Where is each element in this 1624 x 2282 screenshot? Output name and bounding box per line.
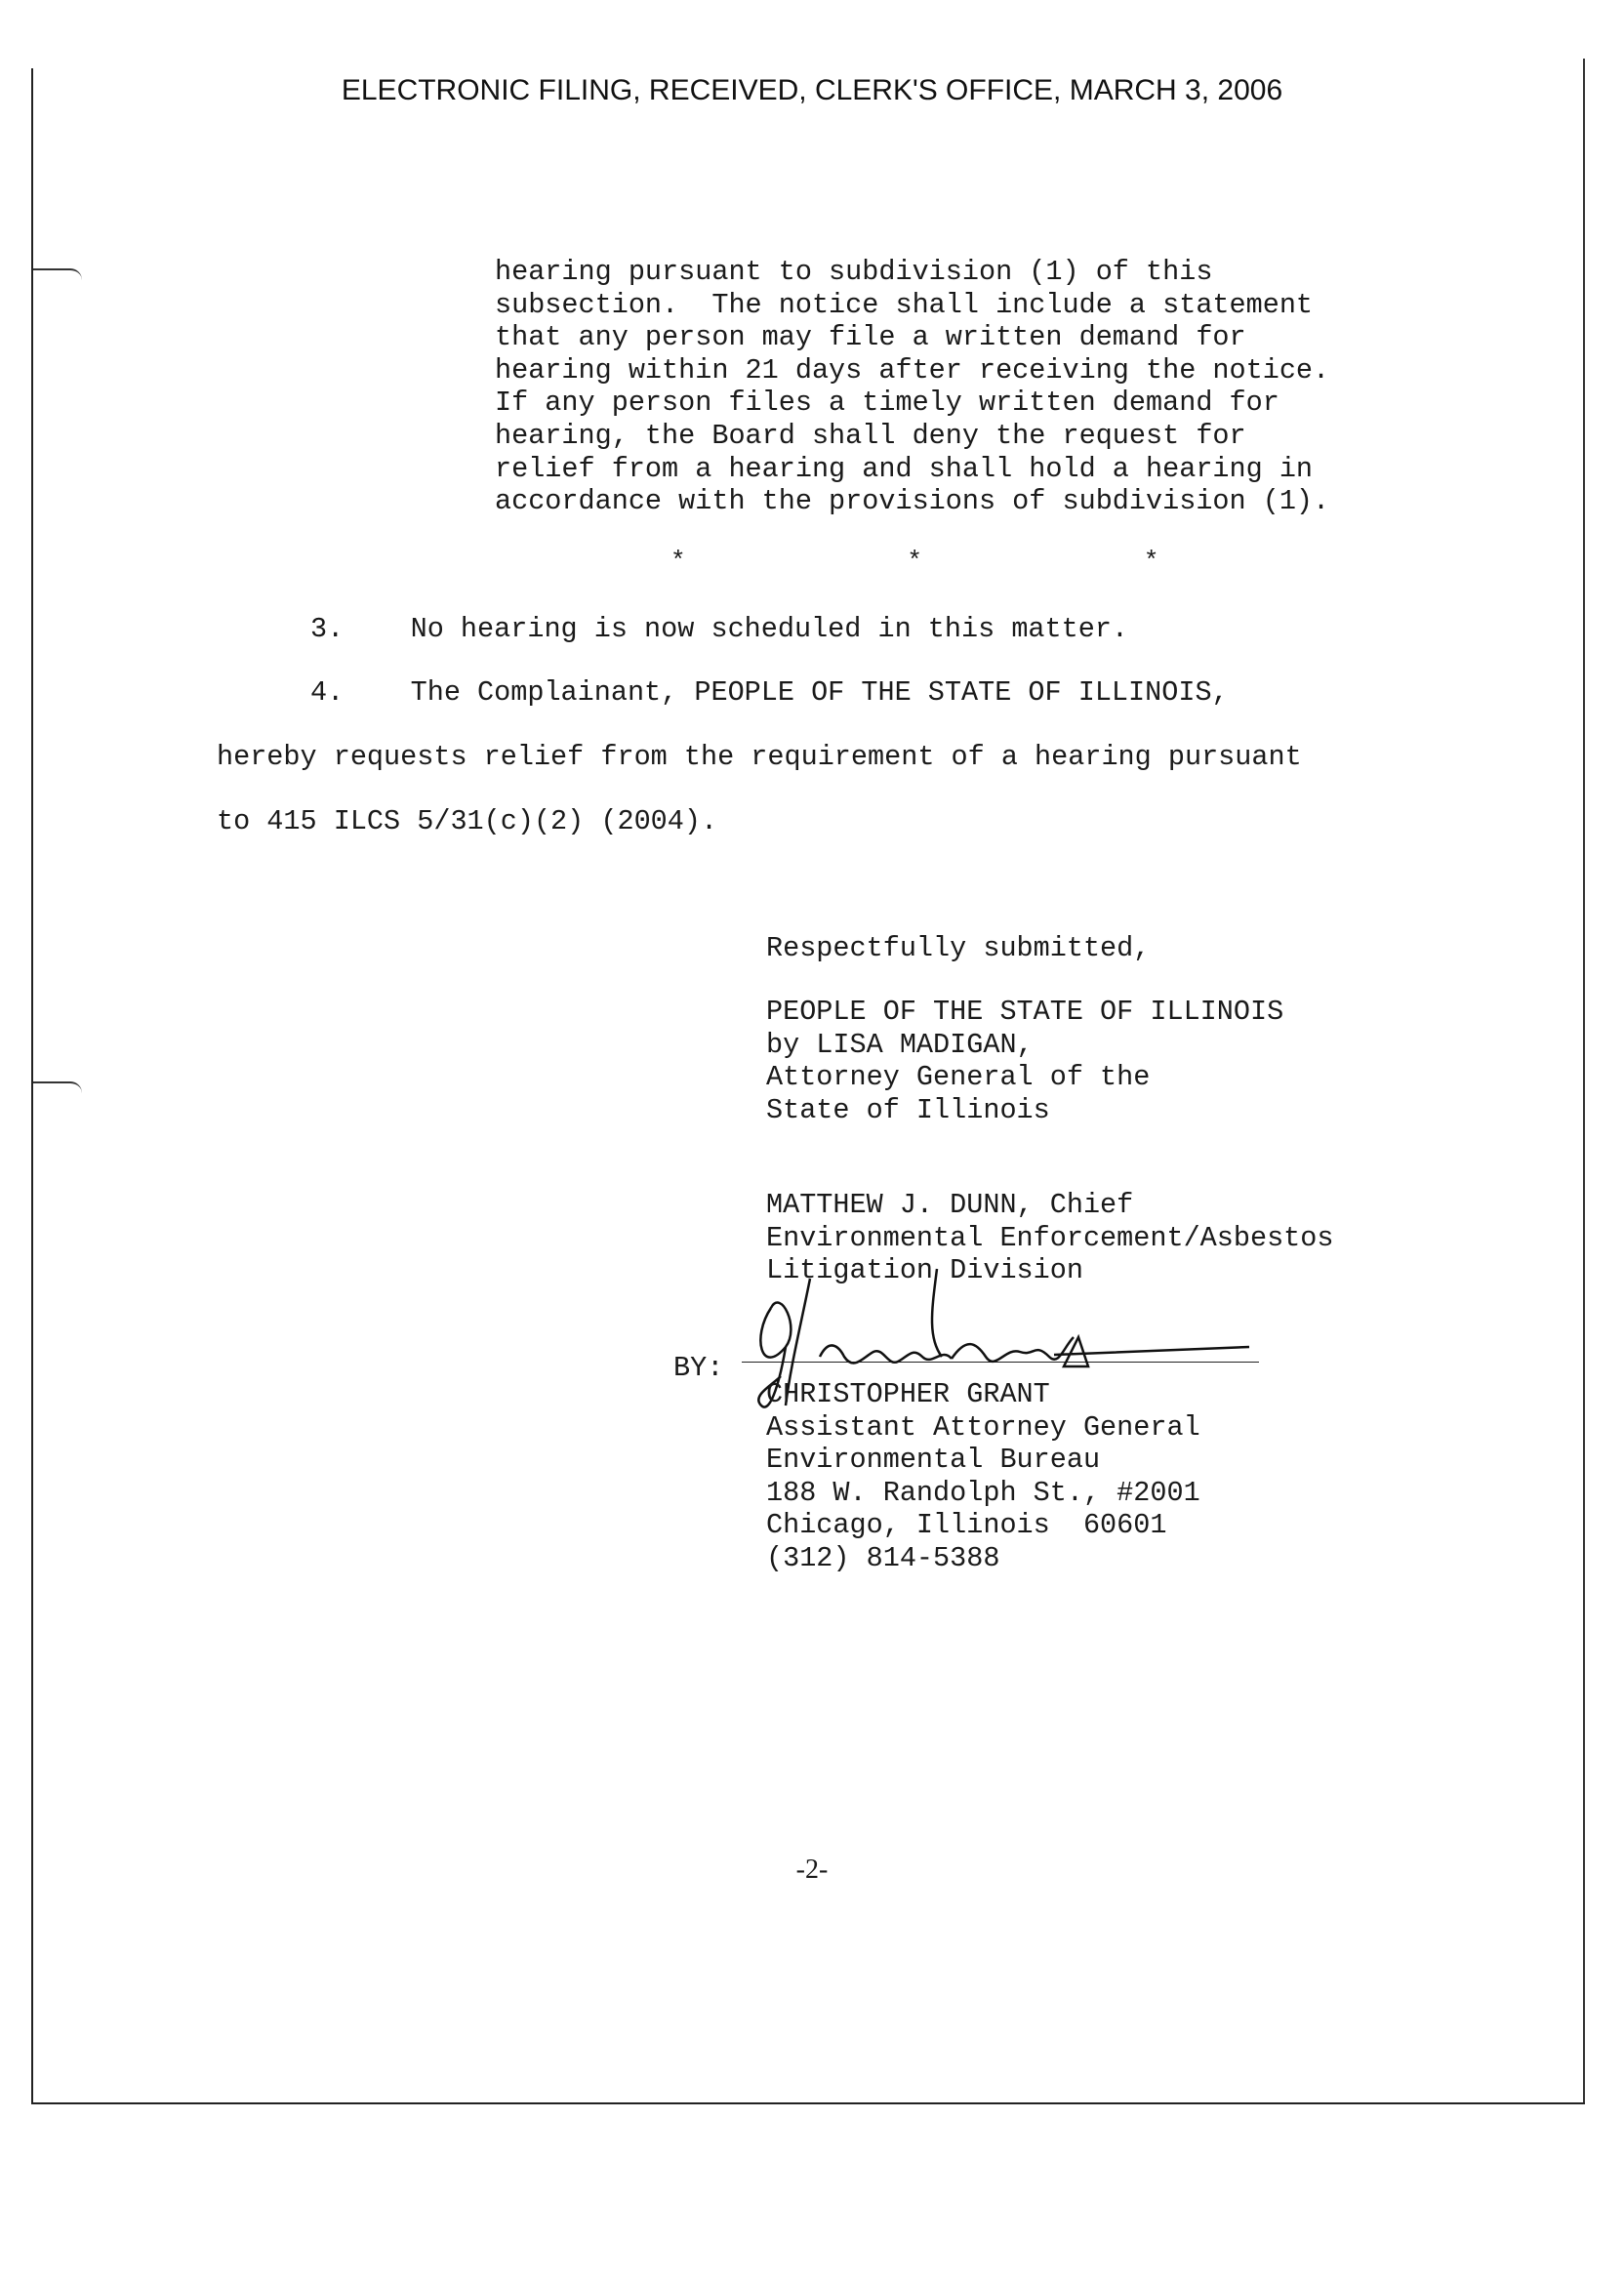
quote-line: subsection. The notice shall include a statement (495, 288, 1314, 321)
quote-line: If any person files a timely written demand for (495, 387, 1279, 420)
signer-line: Assistant Attorney General (766, 1410, 1200, 1444)
party-line: State of Illinois (766, 1093, 1050, 1126)
paragraph-3: 3. No hearing is now scheduled in this matter. (310, 613, 1129, 645)
paragraph-4-line-2: hereby requests relief from the requirement of a hearing pursuant (217, 741, 1302, 773)
quote-line: accordance with the provisions of subdivision (1). (495, 485, 1330, 518)
chief-line: Litigation Division (766, 1254, 1083, 1286)
quote-line: hearing within 21 days after receiving the notice. (495, 353, 1330, 387)
by-label: BY: (673, 1352, 724, 1384)
closing: Respectfully submitted, (766, 932, 1151, 964)
chief-line: MATTHEW J. DUNN, Chief (766, 1189, 1134, 1221)
quote-line: hearing pursuant to subdivision (1) of this (495, 256, 1213, 288)
quote-line: relief from a hearing and shall hold a hearing in (495, 452, 1314, 485)
statute-quote (495, 256, 1329, 518)
scan-tick-mark (33, 1081, 82, 1093)
quote-line: that any person may file a written demand for (495, 321, 1246, 354)
party-line: PEOPLE OF THE STATE OF ILLINOIS (766, 996, 1284, 1028)
page-number: -2- (795, 1854, 829, 1885)
signer-line: Chicago, Illinois 60601 (766, 1509, 1167, 1541)
signer-block (766, 1378, 1200, 1574)
signer-line: CHRISTOPHER GRANT (766, 1378, 1050, 1410)
filing-stamp-header: ELECTRONIC FILING, RECEIVED, CLERK'S OFFICE, MARCH 3, 2006 (341, 74, 1283, 106)
signer-line: (312) 814-5388 (766, 1541, 1000, 1574)
ellipsis-stars: * * * (670, 547, 1159, 576)
chief-line: Environmental Enforcement/Asbestos (766, 1221, 1334, 1254)
quote-line: hearing, the Board shall deny the request for (495, 419, 1246, 452)
paragraph-4-line-3: to 415 ILCS 5/31(c)(2) (2004). (217, 805, 718, 837)
party-block (766, 996, 1283, 1126)
scan-border-right (1583, 59, 1585, 2103)
paragraph-4-line-1: 4. The Complainant, PEOPLE OF THE STATE OF ILLINOIS, (310, 676, 1229, 709)
party-line: Attorney General of the (766, 1061, 1151, 1093)
signer-line: 188 W. Randolph St., #2001 (766, 1476, 1200, 1509)
scan-border-bottom (31, 2102, 1585, 2104)
scan-tick-mark (33, 268, 82, 280)
party-line: by LISA MADIGAN, (766, 1028, 1034, 1061)
signer-line: Environmental Bureau (766, 1444, 1101, 1476)
